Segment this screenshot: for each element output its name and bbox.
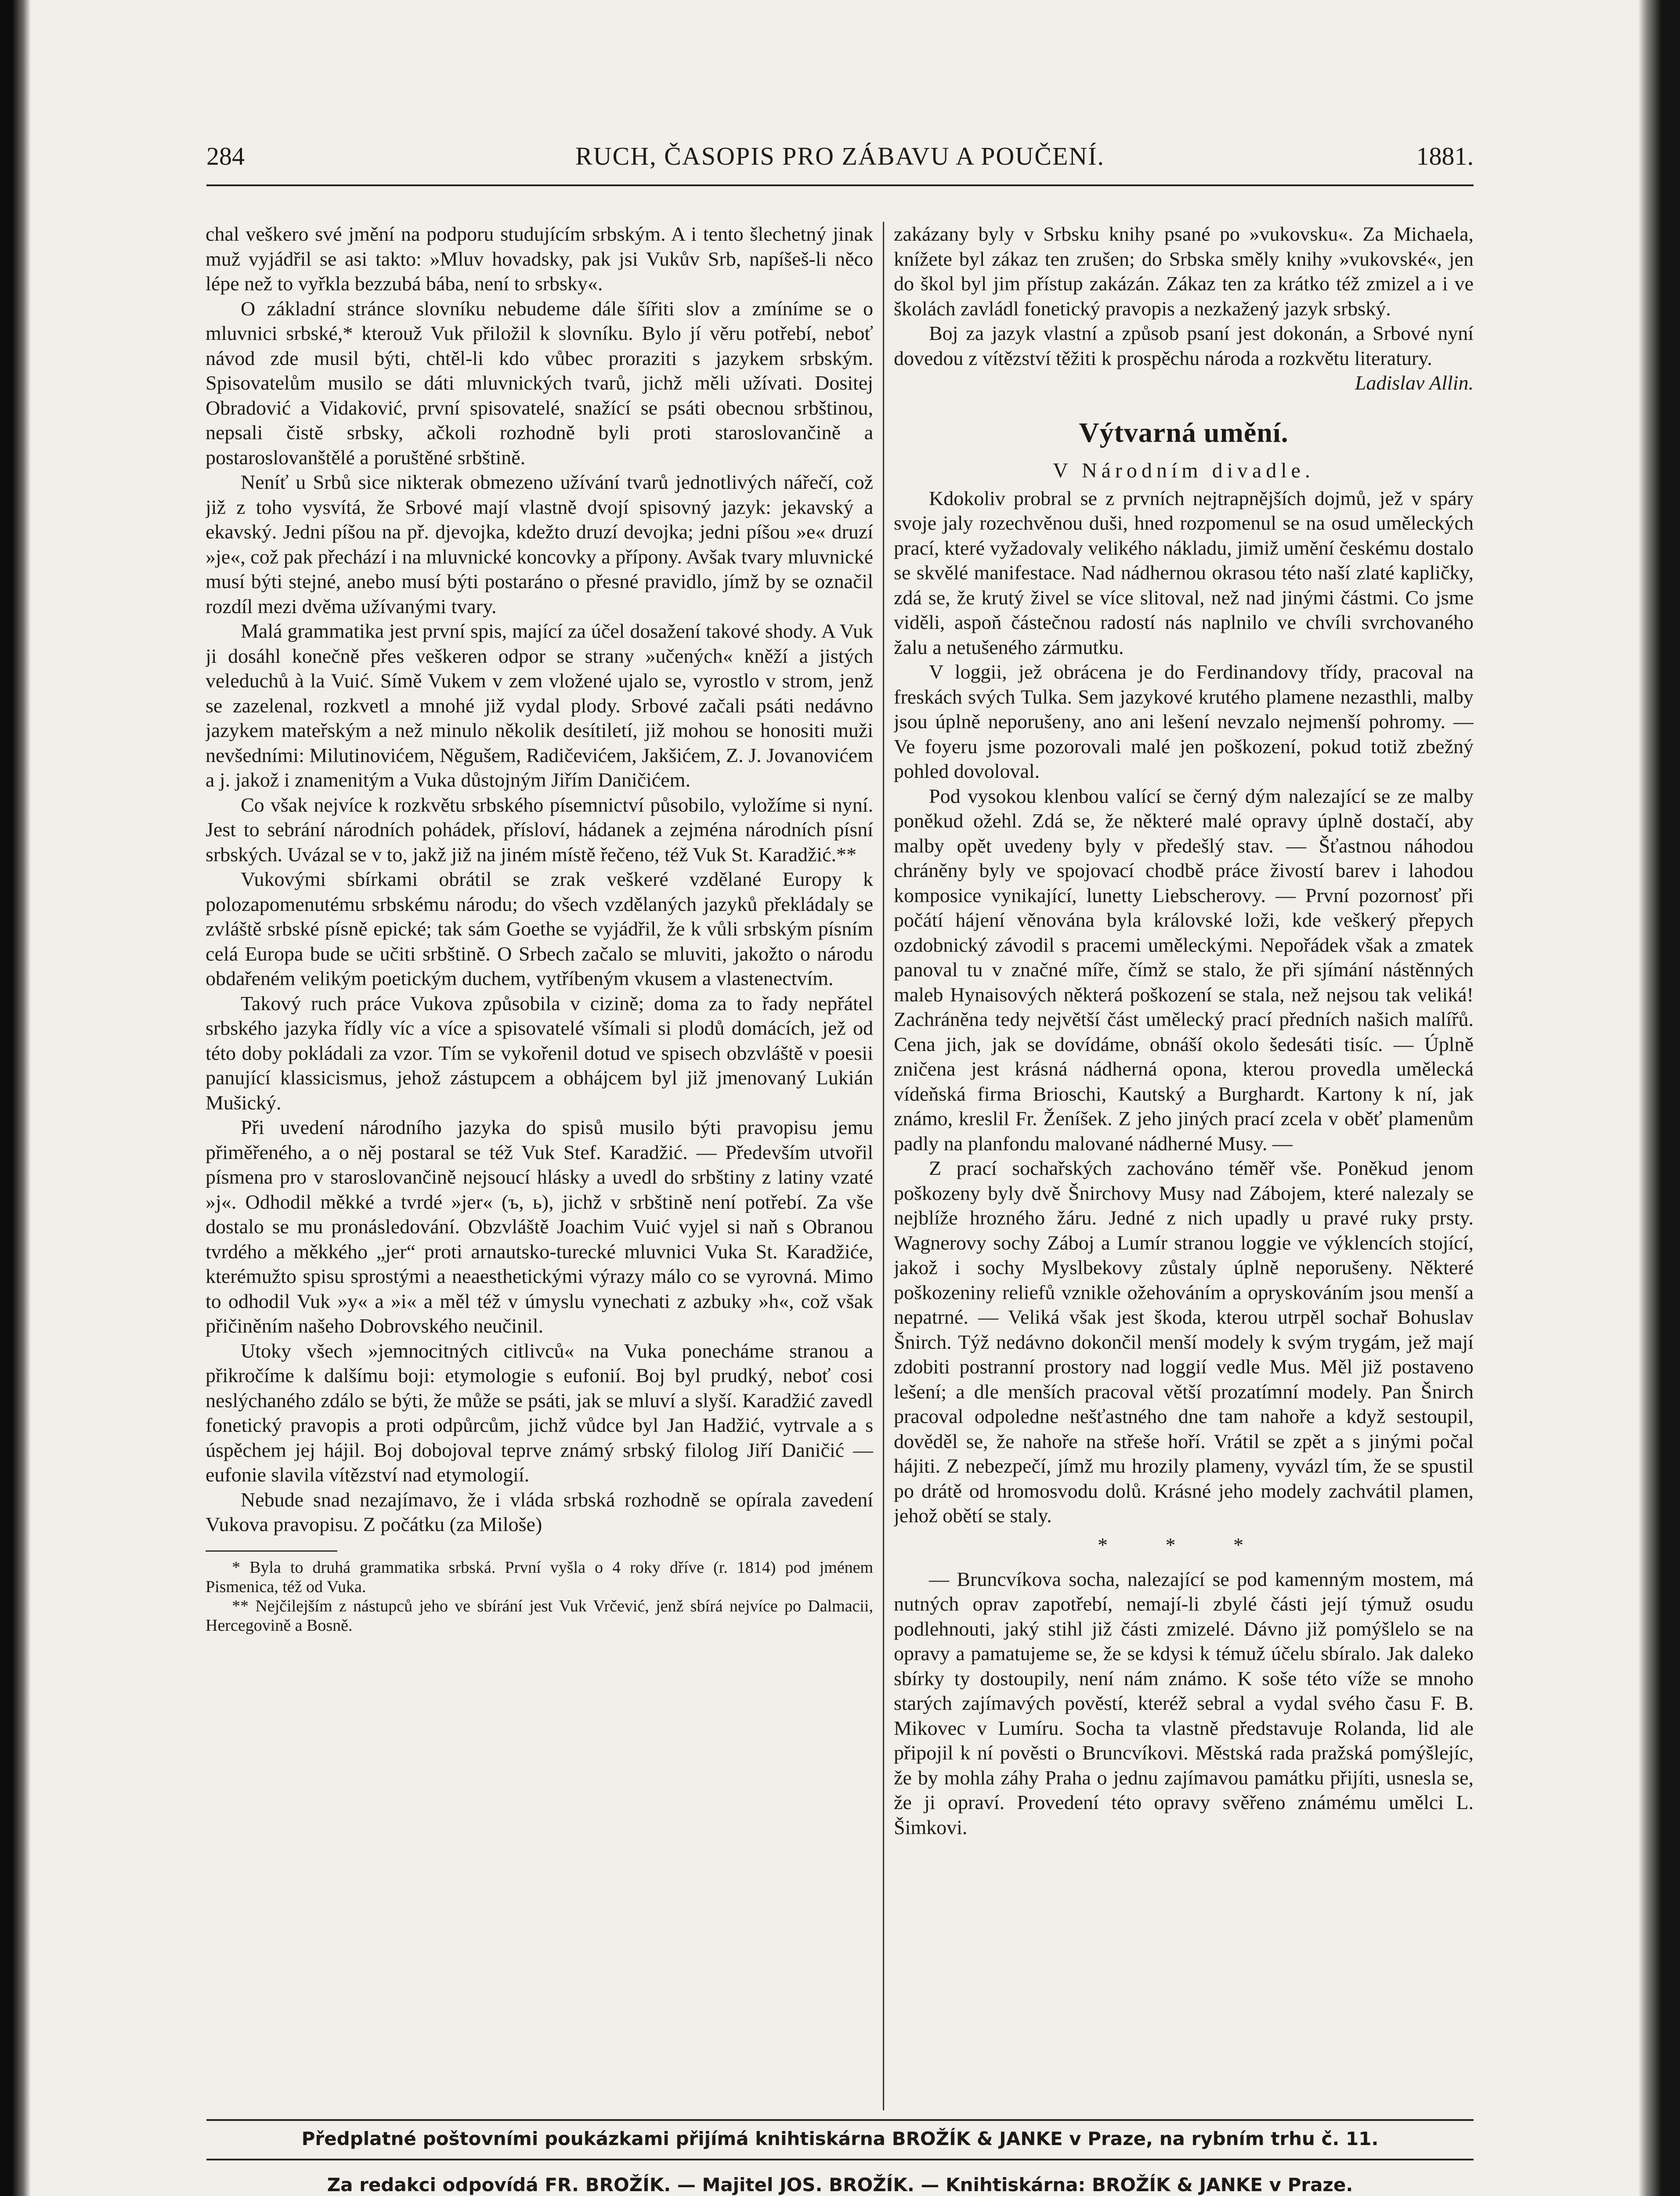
paragraph: Z prací sochařských zachováno téměř vše. Poněkud jenom poškozeny byly dvě Šnirchovy Musy nad Zábojem, které nalezaly se nejblíže hrozného žáru. Jedné z nich upadly u pravé ruky prsty. Wagnerovy sochy Záboj a Lumír stranou loggie ve výklencích stojící, jakož i sochy Myslbekovy zůstaly úplně neporušeny. Některé poškozeniny reliefů vznikle ožehováním a opryskováním jsou menší a nepatrné. — Veliká však jest škoda, kterou utrpěl sochař Bohuslav Šnirch. Týž nedávno dokončil menší modely k svým trygám, jež mají zdobiti postranní prostory nad loggií vedle Mus. Měl již postaveno lešení; a dle menších pracoval větší prozatímní modely. Pan Šnirch pracoval odpoledne nešťastného dne tam nahoře a když sestoupil, dověděl se, že nahoře na střeše hoří. Vrátil se zpět a s jinými počal hájiti. Z nebezpečí, jímž mu hrozily plameny, vyvázl tím, že se spustil po drátě od hromosvodu dolů. Krásné jeho modely zachvátil plamen, jehož obětí se staly. xyxy=(894,1157,1474,1527)
paragraph: Kdokoliv probral se z prvních nejtrapnějších dojmů, jež v spáry svoje jaly rozechvěnou duši, hned rozpomenul se na osud uměleckých prací, které vyžadovaly velikého nákladu, jimiž umění českému dostalo se skvělé manifestace. Nad nádhernou okrasou této naší zlaté kapličky, zdá se, že krutý živel se více slitoval, než nad jinými částmi. Co jsme viděli, aspoň částečnou radostí nás naplnilo ve chvíli svrchovaného žalu a netušeného zármutku. xyxy=(894,487,1474,658)
footer-rule xyxy=(206,2159,1474,2160)
footer-rule xyxy=(206,2119,1474,2121)
journal-title: RUCH, ČASOPIS PRO ZÁBAVU A POUČENÍ. xyxy=(575,142,1105,170)
section-title: Výtvarná umění. xyxy=(1079,416,1289,448)
author-signature: Ladislav Allin. xyxy=(1355,372,1474,394)
paragraph: Co však nejvíce k rozkvětu srbského písemnictví působilo, vyložíme si nyní. Jest to sebrání národních pohádek, přísloví, hádanek a zejména národních písní srbských. Uvázal se v to, jakž již na jiném místě řečeno, též Vuk St. Karadžić.** xyxy=(206,793,873,866)
paragraph: V loggii, jež obrácena je do Ferdinandovy třídy, pracoval na freskách svých Tulka. Sem jazykové krutého plamene nezasthli, malby jsou úplně neporušeny, ano ani lešení nevzalo nejmenší pohromy. — Ve foyeru jsme pozorovali malé jen poškození, pokud totiž zbežný pohled dovoloval. xyxy=(894,661,1474,782)
paragraph: O základní stránce slovníku nebudeme dále šířiti slov a zmíníme se o mluvnici srbské,* kterouž Vuk přiložil k slovníku. Bylo jí věru potřebí, neboť návod zde musil býti, chtěl-li kdo vůbec proraziti s jazykem srbským. Spisovatelům musilo se dáti mluvnických tvarů, jichž měli užívati. Dositej Obradović a Vidaković, první spisovatelé, snažící se psáti obecnou srbštinou, nepsali čistě srbsky, ačkoli rozhodně byli proti staroslovančině a postaroslovanštělé a poruštěné srbštině. xyxy=(206,297,873,469)
paragraph: zakázany byly v Srbsku knihy psané po »vukovsku«. Za Michaela, knížete byl zákaz ten zrušen; do Srbska směly knihy »vukovské«, jen do škol byl jim přístup zakázán. Zákaz ten za krátko též zmizel a i ve školách zavládl fonetický pravopis a nezkažený jazyk srbský. xyxy=(894,223,1474,320)
paragraph: Utoky všech »jemnocitných citlivců« na Vuka ponecháme stranou a přikročíme k dalšímu boji: etymologie s eufonií. Boj byl prudký, neboť cosi neslýchaného zdálo se býti, že může se psáti, jak se mluví a slyší. Karadžić zavedl fonetický pravopis a proti odpůrcům, jichž vůdce byl Jan Hadžić, vytrvale a s úspěchem jej hájil. Boj dobojoval teprve známý srbský filolog Jiří Daničić — eufonie slavila vítězství nad etymologií. xyxy=(206,1339,873,1486)
paragraph: — Bruncvíkova socha, nalezající se pod kamenným mostem, má nutných oprav zapotřebí, nemají-li zbylé části její týmuž osudu podlehnouti, jaký stihl již části zmizelé. Dávno již pomýšlelo se na opravy a pamatujeme se, že se kdysi k témuž účelu sbíralo. Jak daleko sbírky ty dostoupily, není nám známo. K soše této víže se mnoho starých zajímavých pověstí, kteréž sebral a vydal svého času F. B. Mikovec v Lumíru. Socha ta vlastně představuje Rolanda, lid ale připojil k ní pověsti o Bruncvíkovi. Městská rada pražská pomýšlejíc, že by mohla záhy Praha o jednu zajímavou památku přijíti, usnesla se, že ji opraví. Provedení této opravy svěřeno známému umělci L. Šimkovi. xyxy=(894,1568,1474,1838)
running-head xyxy=(206,141,1474,181)
section-separator-stars: * * * xyxy=(1098,1533,1270,1556)
footnote-rule xyxy=(206,1550,337,1552)
paragraph: Vukovými sbírkami obrátil se zrak veškeré vzdělané Europy k polozapomenutému srbskému národu; do všech vzdělaných jazyků překládaly se zvláště srbské písně epické; tak sám Goethe se vyjádřil, že k vůli srbským písním celá Europa bude se učiti srbštině. O Srbech začalo se mluviti, jakožto o národu obdařeném velikým poetickým duchem, vytříbeným vkusem a vlastenectvím. xyxy=(206,868,873,990)
scan-edge-left xyxy=(0,0,31,2196)
section-subtitle: V Národním divadle. xyxy=(1053,459,1315,482)
paragraph: Nebude snad nezajímavo, že i vláda srbská rozhodně se opírala zavedení Vukova pravopisu. Z počátku (za Miloše) xyxy=(206,1488,873,1535)
paragraph: Neníť u Srbů sice nikterak obmezeno užívání tvarů jednotlivých nářečí, což již z toho vysvítá, že Srbové mají vlastně dvojí spisovný jazyk: jekavský a ekavský. Jedni píšou na př. djevojka, kdežto druzí devojka; jedni píšou »e« druzí »je«, což pak přechází i na mluvnické koncovky a přípony. Avšak tvary mluvnické musí býti stejné, anebo musí býti postaráno o přesné pravidlo, jímž by se označil rozdíl mezi dvěma užívanými tvary. xyxy=(206,471,873,618)
paragraph: Při uvedení národního jazyka do spisů musilo býti pravopisu jemu přiměřeného, a o něj postaral se též Vuk Stef. Karadžić. — Především utvořil písmena pro v staroslovančině nejsoucí hlásky a uvedl do srbštiny z latiny vzaté »j«. Odhodil měkké a tvrdé »jer« (ъ, ь), jichž v srbštině není potřebí. Za vše dostalo se mu pronásledování. Obzvláště Joachim Vuić vyjel si naň s Obranou tvrdého a měkkého „jer“ proti arnautsko-turecké mluvnici Vuka St. Karadžiće, kterémužto spisu sprostými a neaesthetickými výrazy málo co se vyrovná. Mimo to odhodil Vuk »y« a »i« a měl též v úmyslu vynechati z azbuky »h«, což však přičiněním našeho Dobrovského neučinil. xyxy=(206,1116,873,1337)
paragraph: Pod vysokou klenbou valící se černý dým nalezající se ze malby poněkud ožehl. Zdá se, že některé malé opravy úplně dostačí, aby malby opět uvedeny byly v předešlý stav. — Šťastnou náhodou chráněny byly ve spojovací chodbě práce živostí barev i lahodou komposice vynikající, lunetty Liebscherovy. — První pozornosť při počátí hájení věnována byla královské loži, kde veškerý přepych ozdobnický závodil s pracemi uměleckými. Nepořádek však a zmatek panoval tu v značné míře, čímž se stalo, že při sjímání nástěnných maleb Hynaisových některá poškození se stala, než nejsou tak veliká! Zachráněna tedy největší část umělecký prací předních našich malířů. Cena jich, jak se dovídáme, obnáší okolo šedesáti tisíc. — Úplně zničena jest krásná nádherná opona, kterou provedla umělecká vídeňská firma Brioschi, Kautský a Burghardt. Kartony k ní, jak známo, kreslil Fr. Ženíšek. Z jeho jiných prací zcela v oběť plamenům padly na planfondu malované nádherné Musy. — xyxy=(894,784,1474,1155)
paragraph: Boj za jazyk vlastní a způsob psaní jest dokonán, a Srbové nyní dovedou z vítězství těžiti k prospěchu národa a rozkvětu literatury. xyxy=(894,322,1474,369)
paragraph: Malá grammatika jest první spis, mající za účel dosažení takové shody. A Vuk ji dosáhl konečně přes veškeren odpor se strany »učených« kněží a jistých veleduchů à la Vuić. Símě Vukem v zem vložené ujalo se, vyrostlo v strom, jenž se zazelenal, rozkvetl a mnohé již vydal plody. Srbové začali psáti nedávno jazykem mateřským a než minulo několik desítiletí, již mohou se honositi muži nevšedními: Milutinovićem, Něgušem, Radičevićem, Jakšićem, Z. J. Jovanovićem a j. jakož i znamenitým a Vuka důstojným Jiřím Daničićem. xyxy=(206,620,873,791)
paragraph: Takový ruch práce Vukova způsobila v cizině; doma za to řady nepřátel srbského jazyka řídly víc a více a spisovatelé všímali si plodů domácích, jež od této doby pokládali za vzor. Tím se vykořenil dotud ve spisech obzvláště v poesii panující klassicismus, jehož zástupcem a obhájcem byl již jmenovaný Lukián Mušický. xyxy=(206,992,873,1114)
subscription-notice: Předplatné poštovními poukázkami přijímá knihtiskárna BROŽÍK & JANKE v Praze, na rybním trhu č. 11. xyxy=(301,2128,1379,2149)
imprint: Za redakci odpovídá FR. BROŽÍK. — Majitel JOS. BROŽÍK. — Knihtiskárna: BROŽÍK & JANKE v Praze. xyxy=(327,2174,1353,2196)
page-number: 284 xyxy=(206,142,245,170)
scan-edge-right xyxy=(1638,0,1680,2196)
left-column xyxy=(206,222,873,2115)
footnote: ** Nejčilejším z nástupců jeho ve sbírání jest Vuk Vrčević, jenž sbírá nejvíce po Dalmacii, Hercegovině a Bosně. xyxy=(206,1596,873,1635)
column-divider xyxy=(883,222,884,2110)
footnote: * Byla to druhá grammatika srbská. První vyšla o 4 roky dříve (r. 1814) pod jménem Pismenica, též od Vuka. xyxy=(206,1558,873,1596)
paragraph: chal veškero své jmění na podporu studujícím srbským. A i tento šlechetný jinak muž vyjádřil se asi takto: »Mluv hovadsky, pak jsi Vukův Srb, napíšeš-li něco lépe než to vyřkla bezzubá bába, není to srbsky«. xyxy=(206,223,873,295)
year: 1881. xyxy=(1416,142,1474,170)
right-column xyxy=(894,222,1474,2115)
header-rule xyxy=(206,184,1474,186)
